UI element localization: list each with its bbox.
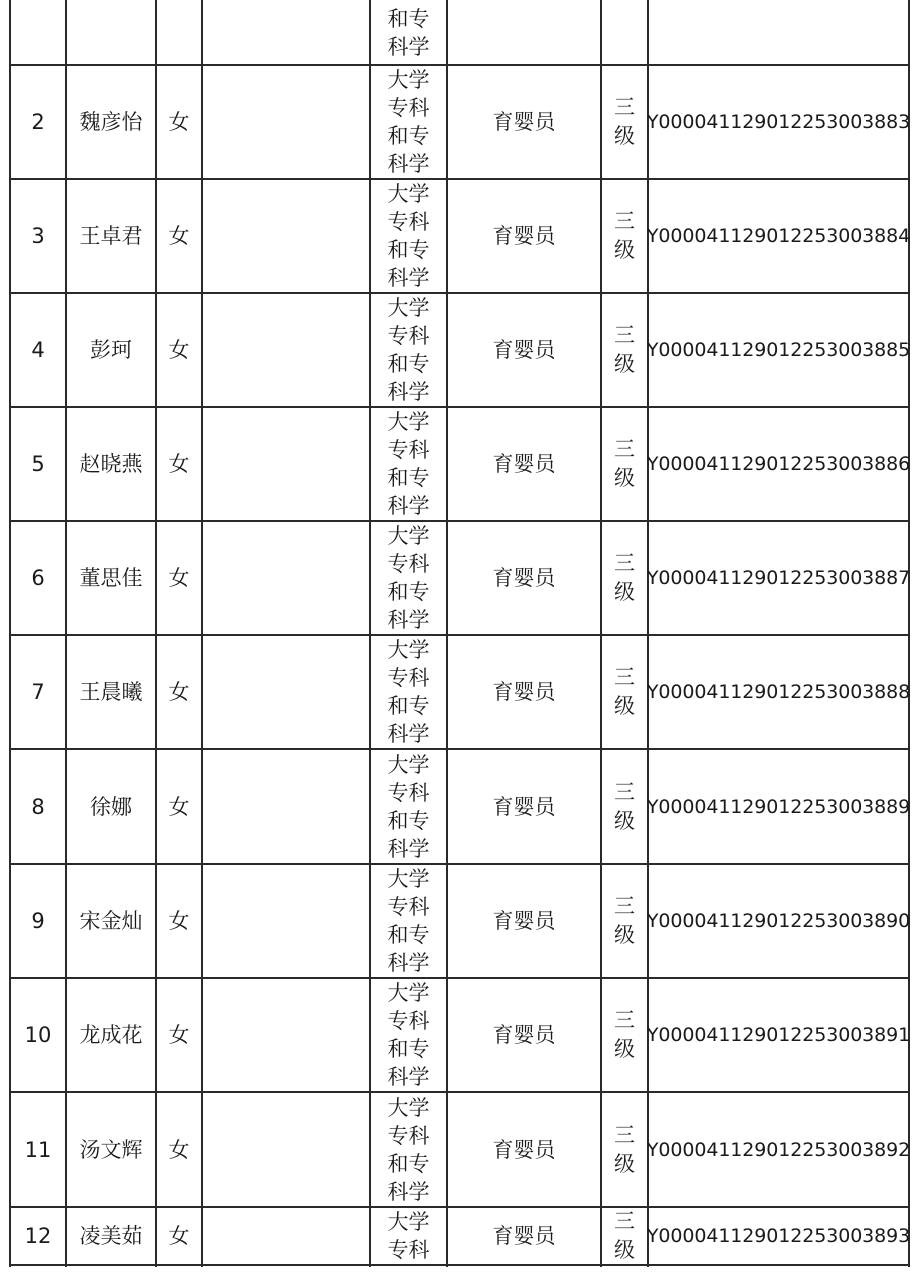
education-line: 大学 [387,524,430,548]
level-cell [602,293,647,407]
occupation: 育婴员 [492,224,556,248]
certificate-cell [646,635,911,749]
education-line: 科学 [387,152,430,176]
occupation-cell [448,749,600,864]
occupation-cell [448,521,600,635]
level-stack [614,1006,635,1064]
person-name: 龙成花 [79,1023,143,1047]
blank-cell [203,864,369,978]
level-stack [614,1207,635,1265]
education-line: 专科 [387,96,430,120]
blank-cell [203,65,369,179]
education-line: 科学 [387,34,430,59]
level-line: 级 [614,124,635,148]
gender: 女 [168,110,190,134]
level-stack [614,663,635,721]
gender-cell [157,65,201,179]
row-number: 5 [31,452,45,476]
level-line: 级 [614,923,635,947]
education-stack [388,408,430,520]
occupation-cell [448,635,600,749]
row-number-cell [11,978,65,1092]
education-stack [388,751,430,863]
education-line: 专科 [387,1123,430,1148]
education-line: 科学 [387,951,430,975]
gender-cell [157,293,201,407]
education-cell [371,864,446,978]
gender-cell [157,1207,201,1265]
level-cell [602,864,647,978]
certificate-number: Y000041129012253003891 [646,1024,911,1046]
row-number: 11 [24,1137,52,1162]
education-line: 大学 [387,867,430,891]
education-line: 科学 [387,722,430,746]
row-number-cell [11,407,65,521]
certificate-number: Y000041129012253003892 [646,1138,911,1161]
education-line: 和专 [387,694,430,718]
education-line: 科学 [387,266,430,290]
row-number-cell [11,864,65,978]
level-stack [614,321,635,379]
certificate-cell [646,293,911,407]
blank-cell [203,1207,369,1265]
certificate-cell [646,65,911,179]
person-name: 汤文辉 [79,1137,143,1162]
education-stack [388,865,430,977]
occupation-cell [448,65,600,179]
row-number: 3 [31,224,45,248]
level-line: 三 [614,665,635,689]
certificate-number: Y000041129012253003890 [646,910,911,932]
education-line: 和专 [387,1037,430,1061]
name-cell [67,864,155,978]
blank-cell [203,521,369,635]
education-line: 大学 [387,182,430,206]
gender: 女 [168,338,190,362]
gender: 女 [168,1224,190,1248]
education-stack [388,522,430,634]
certificate-number: Y000041129012253003884 [646,225,911,247]
education-cell [371,0,446,65]
name-cell [67,749,155,864]
person-name: 董思佳 [79,566,143,590]
gender: 女 [168,794,190,819]
certificate-number: Y000041129012253003887 [646,567,911,589]
education-cell [371,749,446,864]
blank-cell [203,749,369,864]
level-line: 三 [614,1209,635,1233]
education-line: 和专 [387,580,430,604]
occupation: 育婴员 [492,909,556,933]
level-stack [614,1121,635,1179]
certificate-cell [646,978,911,1092]
certificate-cell [646,1207,911,1265]
level-cell [602,521,647,635]
blank-cell [203,1092,369,1207]
certificate-number: Y000041129012253003885 [646,339,911,361]
education-cell [371,179,446,293]
row-number-cell [11,179,65,293]
education-stack [388,1094,430,1206]
education-line: 大学 [387,981,430,1005]
education-line: 大学 [387,638,430,662]
person-name: 徐娜 [90,794,132,819]
education-line: 科学 [387,494,430,518]
certificate-cell [646,864,911,978]
education-cell [371,635,446,749]
gender-cell [157,1092,201,1207]
level-cell [602,179,647,293]
level-line: 三 [614,209,635,233]
education-line: 专科 [387,438,430,462]
level-stack [614,549,635,607]
gender: 女 [168,680,190,704]
gender-cell [157,864,201,978]
education-cell [371,1092,446,1207]
level-cell [602,749,647,864]
level-cell [602,635,647,749]
education-line: 和专 [387,238,430,262]
level-line: 级 [614,238,635,262]
person-name: 赵晓燕 [79,452,143,476]
education-cell [371,978,446,1092]
row-number: 8 [31,794,45,819]
level-line: 三 [614,894,635,918]
row-number: 4 [31,338,45,362]
gender-cell [157,978,201,1092]
level-line: 级 [614,466,635,490]
certificate-cell [646,1092,911,1207]
gender: 女 [168,1137,190,1162]
gender: 女 [168,1023,190,1047]
blank-cell [203,179,369,293]
education-line: 科学 [387,380,430,404]
education-line: 专科 [387,324,430,348]
level-line: 级 [614,808,635,833]
certificate-cell [646,179,911,293]
name-cell [67,65,155,179]
level-line: 三 [614,779,635,804]
row-number: 6 [31,566,45,590]
education-cell [371,521,446,635]
level-stack [614,435,635,493]
row-number: 10 [24,1023,52,1047]
blank-cell [203,407,369,521]
level-line: 三 [614,551,635,575]
level-line: 级 [614,352,635,376]
row-number: 2 [31,110,45,134]
education-line: 和专 [387,124,430,148]
education-stack [388,294,430,406]
name-cell [67,1092,155,1207]
name-cell [67,635,155,749]
person-name: 魏彦怡 [79,110,143,134]
level-stack [614,207,635,265]
education-line: 专科 [387,210,430,234]
level-cell [602,65,647,179]
name-cell [67,179,155,293]
person-name: 宋金灿 [79,909,143,933]
occupation-cell [448,179,600,293]
education-line: 专科 [387,552,430,576]
education-line: 大学 [387,296,430,320]
certificate-number: Y000041129012253003886 [646,453,911,475]
level-cell [602,407,647,521]
level-line: 级 [614,694,635,718]
certificate-number: Y000041129012253003883 [646,111,911,133]
occupation: 育婴员 [492,110,556,134]
row-number: 7 [31,680,45,704]
education-cell [371,1207,446,1265]
education-line: 科学 [387,1065,430,1089]
education-stack [388,180,430,292]
gender: 女 [168,909,190,933]
gender-cell [157,179,201,293]
level-line: 级 [614,1238,635,1262]
row-number-cell [11,749,65,864]
occupation-cell [448,293,600,407]
level-stack [614,778,635,836]
education-stack [388,979,430,1091]
level-cell [602,1207,647,1265]
education-line: 专科 [387,1009,430,1033]
occupation: 育婴员 [492,1023,556,1047]
education-line: 大学 [387,1095,430,1120]
certificate-cell [646,521,911,635]
name-cell [67,1207,155,1265]
education-stack [388,1208,430,1264]
occupation-cell [448,1092,600,1207]
level-cell [602,1092,647,1207]
occupation: 育婴员 [492,794,556,819]
education-line: 科学 [387,608,430,632]
blank-cell [203,635,369,749]
person-name: 凌美茹 [79,1224,143,1248]
level-line: 三 [614,323,635,347]
gender: 女 [168,452,190,476]
gender: 女 [168,224,190,248]
certificate-cell [646,407,911,521]
blank-cell [203,978,369,1092]
education-line: 和专 [387,6,430,31]
occupation: 育婴员 [492,566,556,590]
name-cell [67,293,155,407]
occupation: 育婴员 [492,1224,556,1248]
level-stack [614,892,635,950]
education-cell [371,407,446,521]
gender-cell [157,407,201,521]
occupation: 育婴员 [492,1137,556,1162]
gender-cell [157,635,201,749]
occupation-cell [448,864,600,978]
education-line: 科学 [387,836,430,861]
row-number: 9 [31,909,45,933]
education-line: 专科 [387,666,430,690]
row-number-cell [11,293,65,407]
certificate-cell [646,749,911,864]
education-line: 专科 [387,1238,430,1262]
name-cell [67,407,155,521]
occupation: 育婴员 [492,680,556,704]
row-number-cell [11,1207,65,1265]
row-number: 12 [24,1224,52,1248]
level-line: 级 [614,1151,635,1176]
gender: 女 [168,566,190,590]
person-name: 王卓君 [79,224,143,248]
education-line: 和专 [387,808,430,833]
level-line: 三 [614,95,635,119]
name-cell [67,978,155,1092]
row-number-cell [11,521,65,635]
education-stack [388,5,430,61]
education-line: 大学 [387,752,430,777]
person-name: 彭珂 [90,338,132,362]
level-stack [614,93,635,151]
education-line: 专科 [387,895,430,919]
level-line: 三 [614,437,635,461]
level-line: 级 [614,580,635,604]
education-line: 和专 [387,352,430,376]
row-number-cell [11,65,65,179]
level-cell [602,978,647,1092]
level-line: 级 [614,1037,635,1061]
certificate-number: Y000041129012253003888 [646,681,911,703]
education-stack [388,66,430,178]
education-line: 和专 [387,923,430,947]
education-cell [371,65,446,179]
education-line: 科学 [387,1179,430,1204]
education-cell [371,293,446,407]
occupation: 育婴员 [492,452,556,476]
level-line: 三 [614,1008,635,1032]
occupation-cell [448,978,600,1092]
certificate-number: Y000041129012253003893 [646,1225,911,1247]
occupation: 育婴员 [492,338,556,362]
education-line: 和专 [387,1151,430,1176]
education-line: 和专 [387,466,430,490]
education-line: 大学 [387,410,430,434]
occupation-cell [448,407,600,521]
education-line: 大学 [387,68,430,92]
occupation-cell [448,1207,600,1265]
name-cell [67,521,155,635]
education-line: 专科 [387,780,430,805]
level-line: 三 [614,1122,635,1147]
certificate-number: Y000041129012253003889 [646,795,911,818]
gender-cell [157,521,201,635]
education-line: 大学 [387,1210,430,1234]
person-name: 王晨曦 [79,680,143,704]
gender-cell [157,749,201,864]
row-number-cell [11,635,65,749]
blank-cell [203,293,369,407]
row-number-cell [11,1092,65,1207]
education-stack [388,636,430,748]
